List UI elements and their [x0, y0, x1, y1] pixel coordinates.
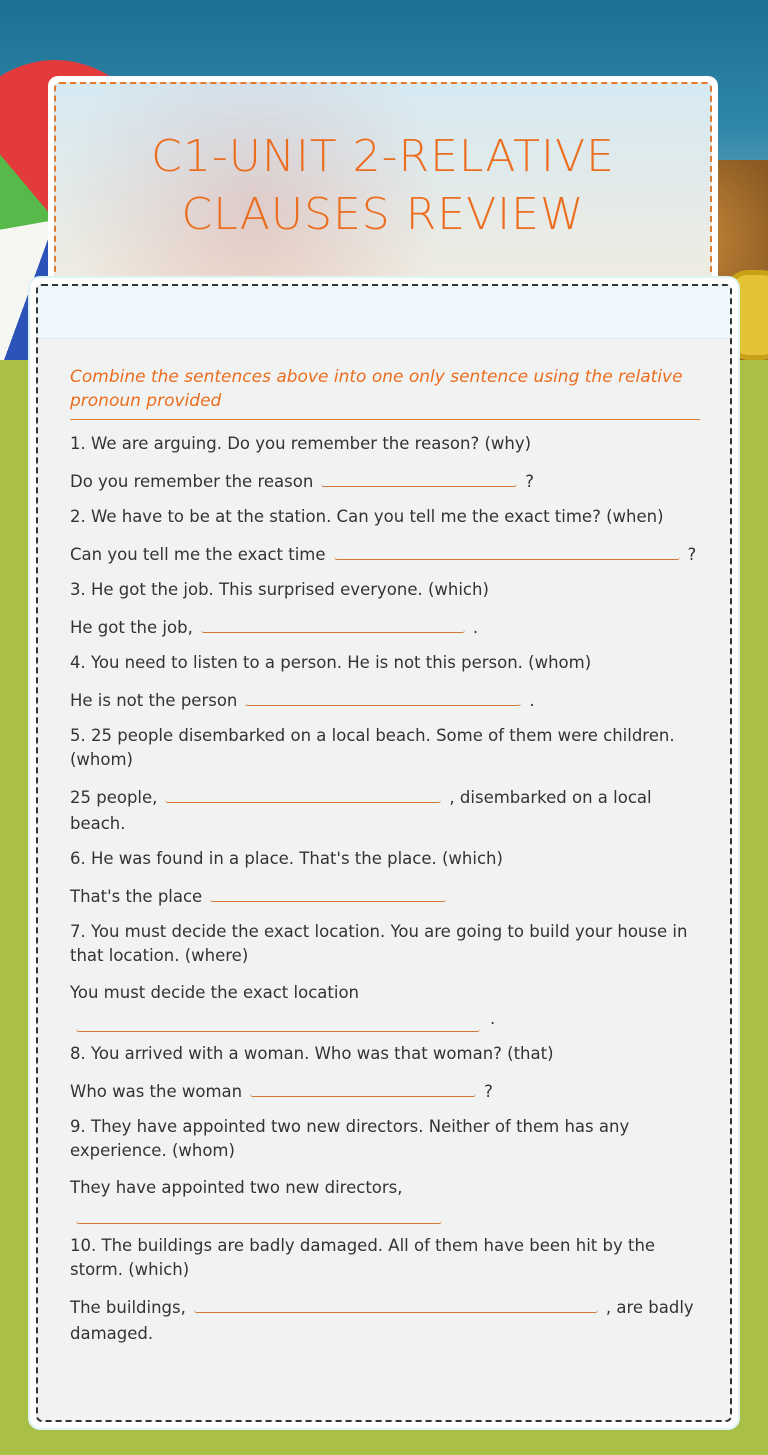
answer-suffix: . — [472, 618, 479, 637]
answer-suffix: ? — [687, 545, 697, 564]
instruction-text: Combine the sentences above into one only sentence using the relative pronoun provided — [70, 365, 700, 420]
answer-line-2 — [70, 541, 700, 568]
question-9: 9. They have appointed two new directors. Neither of them has any experience. (whom) — [70, 1117, 630, 1160]
answer-input-4[interactable] — [245, 687, 521, 706]
worksheet-header — [38, 286, 730, 339]
answer-prefix: He got the job, — [70, 618, 193, 637]
answer-input-2[interactable] — [334, 541, 680, 560]
answer-line-8 — [70, 1078, 700, 1105]
answer-input-1[interactable] — [321, 468, 517, 487]
answer-line-9 — [70, 1175, 700, 1224]
worksheet-card — [30, 278, 738, 1428]
answer-prefix: That's the place — [70, 887, 203, 906]
answer-line-1 — [70, 468, 700, 495]
answer-suffix: , are badly damaged. — [70, 1298, 694, 1343]
question-2: 2. We have to be at the station. Can you tell me the exact time? (when) — [70, 507, 664, 526]
page-title: C1-UNIT 2-RELATIVE CLAUSES REVIEW — [151, 131, 615, 240]
question-8: 8. You arrived with a woman. Who was that woman? (that) — [70, 1044, 554, 1063]
answer-prefix: Do you remember the reason — [70, 472, 314, 491]
title-card — [48, 76, 718, 296]
answer-input-7[interactable] — [76, 1013, 480, 1032]
answer-prefix: Can you tell me the exact time — [70, 545, 326, 564]
answer-line-6 — [70, 883, 700, 910]
answer-prefix: The buildings, — [70, 1298, 186, 1317]
answer-input-5[interactable] — [165, 784, 441, 803]
worksheet-content — [38, 339, 730, 1347]
answer-input-3[interactable] — [201, 614, 465, 633]
question-1: 1. We are arguing. Do you remember the reason? (why) — [70, 434, 532, 453]
answer-suffix: ? — [525, 472, 535, 491]
answer-line-10 — [70, 1294, 700, 1347]
answer-suffix: . — [490, 1009, 496, 1028]
answer-line-7 — [70, 980, 700, 1032]
answer-suffix: . — [529, 691, 535, 710]
answer-input-8[interactable] — [250, 1078, 476, 1097]
answer-input-9[interactable] — [76, 1205, 442, 1224]
title-frame — [54, 82, 712, 290]
question-6: 6. He was found in a place. That's the place. (which) — [70, 849, 503, 868]
question-4: 4. You need to listen to a person. He is not this person. (whom) — [70, 653, 592, 672]
answer-line-3 — [70, 614, 700, 641]
worksheet-frame — [36, 284, 732, 1422]
question-7: 7. You must decide the exact location. You are going to build your house in that location. (where) — [70, 922, 688, 965]
answer-line-5 — [70, 784, 700, 837]
answer-prefix: 25 people, — [70, 788, 158, 807]
answer-prefix: They have appointed two new directors, — [70, 1178, 403, 1197]
answer-suffix: ? — [484, 1082, 493, 1101]
answer-prefix: He is not the person — [70, 691, 238, 710]
answer-suffix: , disembarked on a local beach. — [70, 788, 652, 833]
question-3: 3. He got the job. This surprised everyone. (which) — [70, 580, 489, 599]
question-5: 5. 25 people disembarked on a local beach. Some of them were children. (whom) — [70, 726, 675, 769]
question-10: 10. The buildings are badly damaged. All of them have been hit by the storm. (which) — [70, 1236, 656, 1279]
answer-input-6[interactable] — [210, 883, 446, 902]
answer-input-10[interactable] — [194, 1294, 598, 1313]
answer-prefix: You must decide the exact location — [70, 983, 359, 1002]
answer-prefix: Who was the woman — [70, 1082, 243, 1101]
answer-line-4 — [70, 687, 700, 714]
